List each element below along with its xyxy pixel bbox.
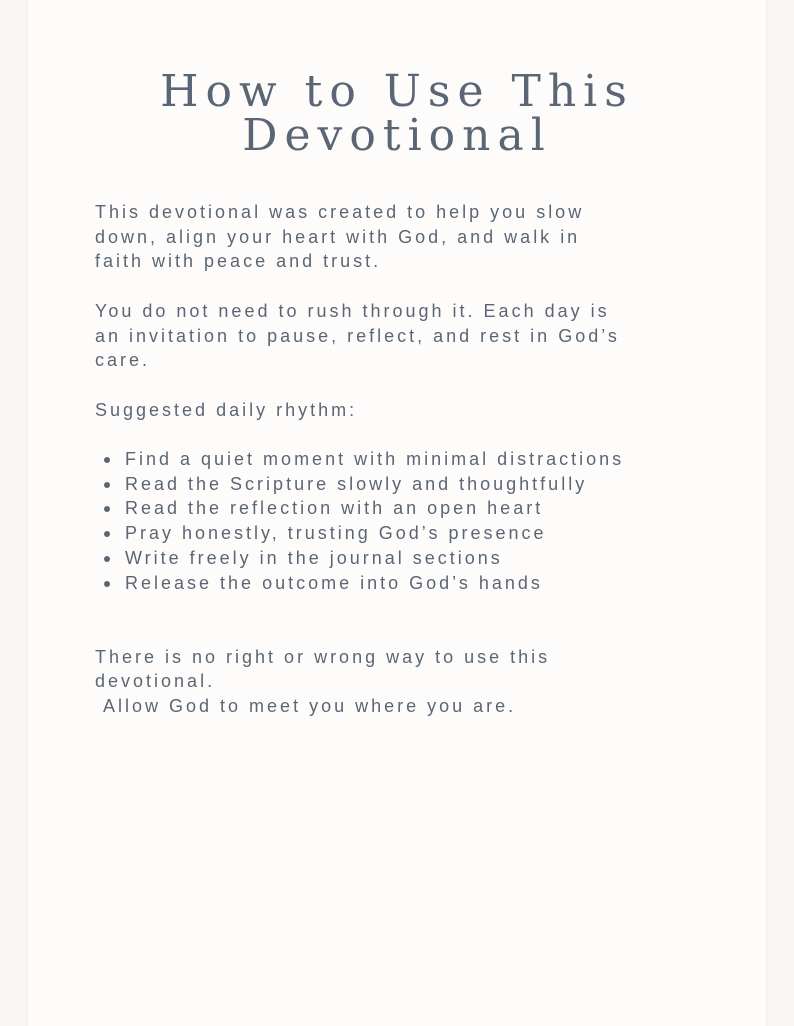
title-line-1: How to Use This <box>160 66 634 117</box>
closing-line-1: There is no right or wrong way to use this <box>95 646 551 667</box>
spacer <box>95 373 735 398</box>
bullet-icon <box>104 506 110 512</box>
intro-paragraph <box>95 200 735 274</box>
list-item-text: Find a quiet moment with minimal distractions <box>125 448 625 469</box>
closing-line-2: devotional. <box>95 671 216 692</box>
intro-line-3: faith with peace and trust. <box>95 251 382 272</box>
page-title <box>0 66 794 161</box>
closing-line-3: Allow God to meet you where you are. <box>103 695 517 716</box>
bullet-icon <box>104 581 110 587</box>
list-item-text: Release the outcome into God’s hands <box>125 572 543 593</box>
bullet-icon <box>104 457 110 463</box>
list-item <box>95 447 735 472</box>
body-text <box>95 200 735 719</box>
list-item-text: Read the reflection with an open heart <box>125 498 544 519</box>
list-item <box>95 546 735 571</box>
intro-line-1: This devotional was created to help you slow <box>95 202 585 222</box>
rhythm-heading: Suggested daily rhythm: <box>95 399 358 420</box>
list-item <box>95 571 735 596</box>
list-item <box>95 472 735 497</box>
title-line-2: Devotional <box>242 110 552 161</box>
spacer <box>95 274 735 299</box>
intro-line-2: down, align your heart with God, and walk in <box>95 226 581 247</box>
spacer <box>95 422 735 447</box>
bullet-icon <box>104 482 110 488</box>
spacer <box>95 620 735 645</box>
rhythm-list <box>95 447 735 595</box>
bullet-icon <box>104 556 110 562</box>
list-item-text: Pray honestly, trusting God’s presence <box>125 523 547 544</box>
pace-line-1: You do not need to rush through it. Each day is <box>95 300 610 321</box>
document-page <box>28 0 766 1026</box>
pace-paragraph <box>95 299 735 373</box>
list-item <box>95 496 735 521</box>
closing-paragraph <box>95 645 735 719</box>
pace-line-3: care. <box>95 350 151 371</box>
list-item-text: Read the Scripture slowly and thoughtfully <box>125 473 588 494</box>
list-item <box>95 521 735 546</box>
spacer <box>95 595 735 620</box>
bullet-icon <box>104 531 110 537</box>
list-item-text: Write freely in the journal sections <box>125 547 503 568</box>
pace-line-2: an invitation to pause, reflect, and rest in God’s <box>95 325 620 346</box>
